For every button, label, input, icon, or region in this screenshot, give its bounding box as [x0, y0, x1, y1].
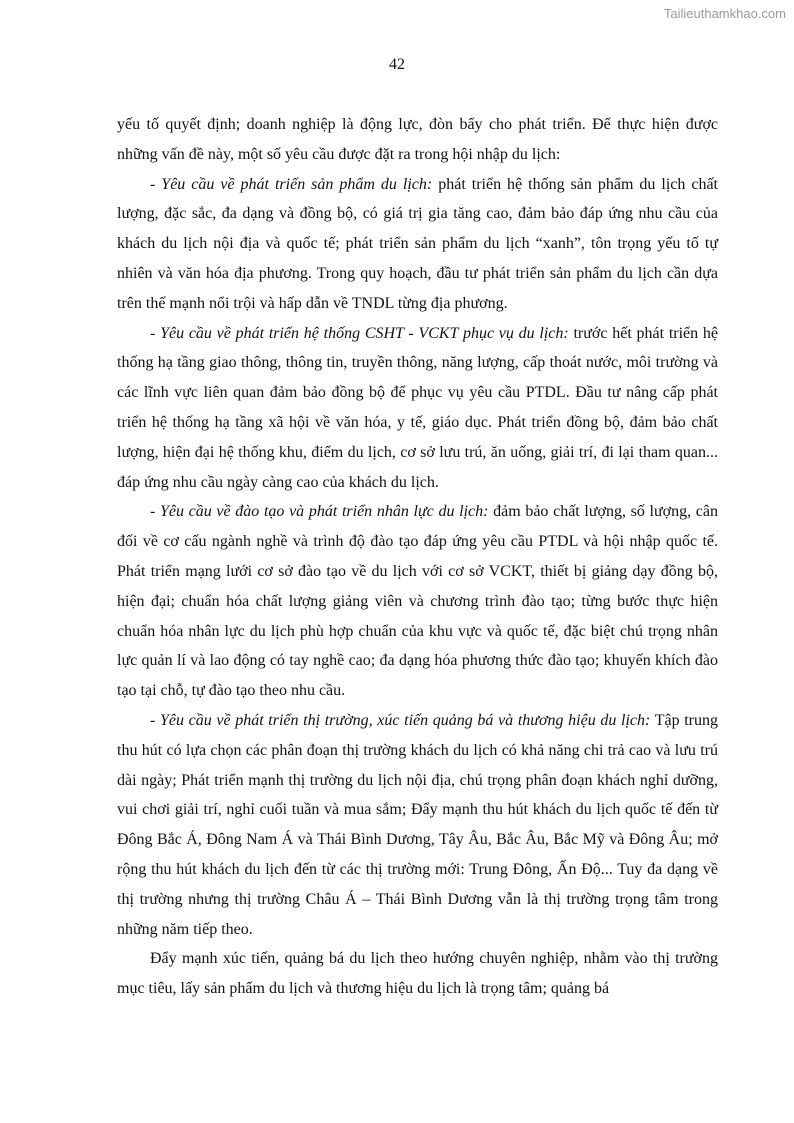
paragraph-text: phát triển hệ thống sản phẩm du lịch chất lượng, đặc sắc, đa dạng và đồng bộ, có giá trị gia tăng cao, đảm bảo đáp ứng nhu cầu của khách du lịch nội địa và quốc tế; phát triển sản phẩm du lịch “xanh”, tôn trọng yếu tố tự nhiên và văn hóa địa phương. Trong quy hoạch, đầu tư phát triển sản phẩm du lịch cần dựa trên thế mạnh nổi trội và hấp dẫn về TNDL từng địa phương.	[117, 175, 718, 312]
paragraph-promotion	[117, 944, 718, 1004]
document-body	[117, 110, 718, 1004]
paragraph-text: yếu tố quyết định; doanh nghiệp là động lực, đòn bẩy cho phát triển. Để thực hiện được những vấn đề này, một số yêu cầu được đặt ra trong hội nhập du lịch:	[117, 116, 718, 163]
paragraph-text: trước hết phát triển hệ thống hạ tầng giao thông, thông tin, truyền thông, năng lượng, cấp thoát nước, môi trường và các lĩnh vực liên quan đảm bảo đồng bộ để phục vụ yêu cầu PTDL. Đầu tư nâng cấp phát triển hệ thống hạ tầng xã hội về văn hóa, y tế, giáo dục. Phát triển đồng bộ, đảm bảo chất lượng, hiện đại hệ thống khu, điểm du lịch, cơ sở lưu trú, ăn uống, giải trí, đi lại tham quan... đáp ứng nhu cầu ngày càng cao của khách du lịch.	[117, 324, 718, 491]
paragraph-product-requirements	[117, 170, 718, 319]
paragraph-text: Đẩy mạnh xúc tiến, quảng bá du lịch theo hướng chuyên nghiệp, nhằm vào thị trường mục tiêu, lấy sản phẩm du lịch và thương hiệu du lịch là trọng tâm; quảng bá	[117, 950, 718, 998]
watermark: Tailieuthamkhao.com	[663, 6, 786, 21]
paragraph-text: đảm bảo chất lượng, số lượng, cân đối về cơ cấu ngành nghề và trình độ đào tạo đáp ứng yêu cầu PTDL và hội nhập quốc tế. Phát triển mạng lưới cơ sở đào tạo về du lịch với cơ sở VCKT, thiết bị giảng dạy đồng bộ, hiện đại; chuẩn hóa chất lượng giảng viên và chương trình đào tạo; từng bước thực hiện chuẩn hóa nhân lực du lịch phù hợp chuẩn của khu vực và quốc tế, đặc biệt chú trọng nhân lực quản lí và lao động có tay nghề cao; đa dạng hóa phương thức đào tạo; khuyến khích đào tạo tại chỗ, tự đào tạo theo nhu cầu.	[117, 503, 719, 700]
paragraph-lead: - Yêu cầu về phát triển hệ thống CSHT - VCKT phục vụ du lịch:	[150, 324, 569, 342]
paragraph-intro	[117, 110, 718, 170]
paragraph-market-requirements	[117, 706, 718, 944]
paragraph-infrastructure-requirements	[117, 319, 718, 498]
page-number: 42	[389, 56, 405, 73]
paragraph-text: Tập trung thu hút có lựa chọn các phân đoạn thị trường khách du lịch có khả năng chi trả cao và lưu trú dài ngày; Phát triển mạnh thị trường du lịch nội địa, chú trọng phân đoạn khách nghỉ dưỡng, vui chơi giải trí, nghỉ cuối tuần và mua sắm; Đẩy mạnh thu hút khách du lịch quốc tế đến từ Đông Bắc Á, Đông Nam Á và Thái Bình Dương, Tây Âu, Bắc Âu, Bắc Mỹ và Đông Âu; mở rộng thu hút khách du lịch đến từ các thị trường mới: Trung Đông, Ấn Độ... Tuy đa dạng về thị trường nhưng thị trường Châu Á – Thái Bình Dương vẫn là thị trường trọng tâm trong những năm tiếp theo.	[117, 711, 719, 938]
paragraph-lead: - Yêu cầu về đào tạo và phát triển nhân lực du lịch:	[150, 503, 489, 521]
paragraph-training-requirements	[117, 497, 718, 706]
paragraph-lead: - Yêu cầu về phát triển sản phẩm du lịch:	[150, 175, 433, 193]
paragraph-lead: - Yêu cầu về phát triển thị trường, xúc tiến quảng bá và thương hiệu du lịch:	[150, 711, 651, 729]
